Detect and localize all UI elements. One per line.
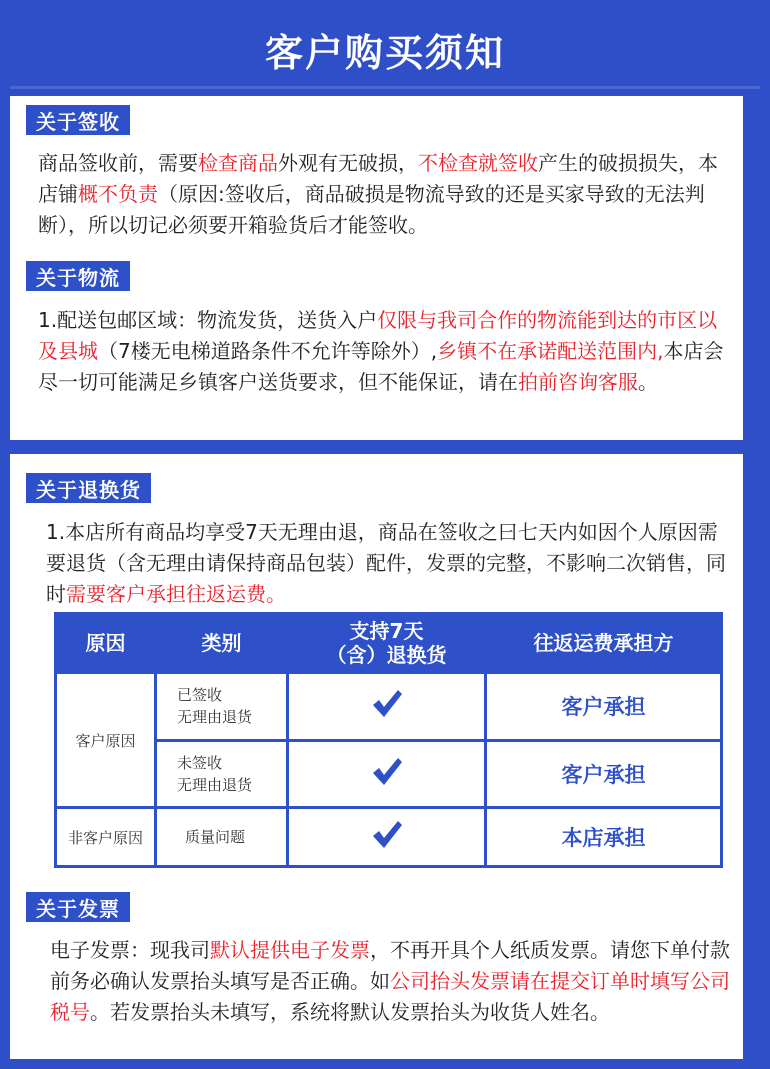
logistics-text-4: 。 bbox=[638, 370, 658, 394]
header-category: 类别 bbox=[156, 614, 288, 673]
check-cell bbox=[288, 740, 486, 808]
invoice-paragraph bbox=[50, 935, 730, 1028]
invoice-highlight-1: 默认提供电子发票 bbox=[210, 938, 370, 962]
returns-table bbox=[54, 612, 723, 868]
sign-text-3: 产生的破损损失，本店铺 bbox=[38, 151, 718, 206]
check-icon bbox=[370, 755, 404, 789]
logistics-highlight-3: 拍前咨询客服 bbox=[518, 370, 638, 394]
check-cell bbox=[288, 673, 486, 741]
reason-noncustomer: 非客户原因 bbox=[56, 808, 156, 867]
invoice-text-1: 电子发票：现我司 bbox=[50, 938, 210, 962]
header-seven-day: 支持7天 （含）退换货 bbox=[288, 614, 486, 673]
category-cell: 质量问题 bbox=[156, 808, 288, 867]
table-row bbox=[56, 808, 722, 867]
table-header-row bbox=[56, 614, 722, 673]
returns-text-1: 1.本店所有商品均享受7天无理由退，商品在签收之曰七天内如因个人原因需要退货（含无理由请保持商品包装）配件，发票的完整，不影响二次销售，同时 bbox=[46, 520, 726, 606]
sign-highlight-1: 检查商品 bbox=[198, 151, 278, 175]
panel-edge-2 bbox=[743, 454, 760, 1059]
category-cell: 已签收 无理由退货 bbox=[156, 673, 288, 741]
section-label-invoice: 关于发票 bbox=[26, 892, 130, 922]
sign-highlight-3: 概不负责 bbox=[78, 182, 158, 206]
sign-paragraph bbox=[38, 148, 728, 241]
logistics-highlight-1: 仅限与我司合作的物流能到达的市区以及县城 bbox=[38, 308, 718, 363]
cost-cell: 客户承担 bbox=[486, 740, 722, 808]
sign-text-1: 商品签收前，需要 bbox=[38, 151, 198, 175]
logistics-text-1: 1.配送包邮区域：物流发货，送货入户 bbox=[38, 308, 378, 332]
returns-paragraph bbox=[46, 517, 732, 610]
sign-highlight-2: 不检查就签收 bbox=[418, 151, 538, 175]
logistics-text-2: （7楼无电梯道路条件不允许等除外）, bbox=[98, 339, 438, 363]
cost-cell: 本店承担 bbox=[486, 808, 722, 867]
returns-highlight-1: 需要客户承担往返运费。 bbox=[66, 582, 286, 606]
sign-text-2: 外观有无破损， bbox=[278, 151, 418, 175]
panel-edge-1 bbox=[743, 96, 760, 440]
check-cell bbox=[288, 808, 486, 867]
section-label-returns: 关于退换货 bbox=[26, 473, 151, 503]
invoice-highlight-2: 公司抬头发票请在提交订单时填写公司税号 bbox=[50, 969, 730, 1024]
logistics-text-3: 本店会尽一切可能满足乡镇客户送货要求，但不能保证，请在 bbox=[38, 339, 724, 394]
table-row bbox=[56, 673, 722, 741]
header-shipping-payer: 往返运费承担方 bbox=[486, 614, 722, 673]
header-reason: 原因 bbox=[56, 614, 156, 673]
reason-customer: 客户原因 bbox=[56, 673, 156, 808]
check-icon bbox=[370, 687, 404, 721]
category-cell: 未签收 无理由退货 bbox=[156, 740, 288, 808]
invoice-text-2: ，不再开具个人纸质发票。请您下单付款前务必确认发票抬头填写是否正确。如 bbox=[50, 938, 730, 993]
sign-text-4: （原因:签收后，商品破损是物流导致的还是买家导致的无法判断），所以切记必须要开箱验货后才能签收。 bbox=[38, 182, 705, 237]
section-label-logistics: 关于物流 bbox=[26, 261, 130, 291]
logistics-paragraph bbox=[38, 305, 728, 398]
check-icon bbox=[370, 818, 404, 852]
logistics-highlight-2: 乡镇不在承诺配送范围内, bbox=[437, 339, 664, 363]
section-label-sign: 关于签收 bbox=[26, 105, 130, 135]
table-row bbox=[56, 740, 722, 808]
cost-cell: 客户承担 bbox=[486, 673, 722, 741]
page-title: 客户购买须知 bbox=[10, 12, 760, 89]
invoice-text-3: 。若发票抬头未填写，系统将默认发票抬头为收货人姓名。 bbox=[90, 1000, 610, 1024]
